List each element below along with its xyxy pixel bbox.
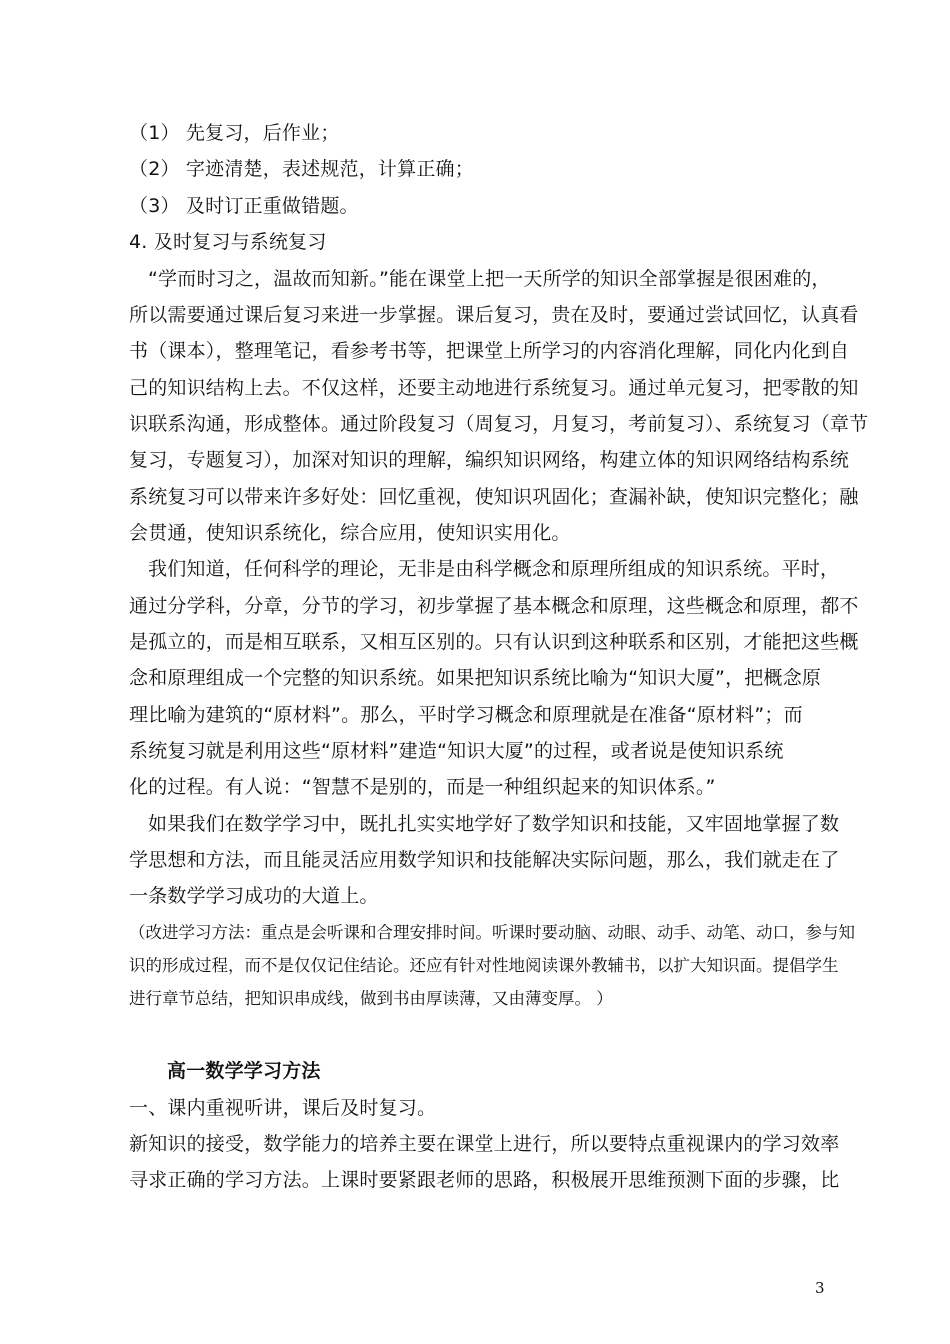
paragraph-line: 系统复习可以带来许多好处：回忆重视，使知识巩固化；查漏补缺，使知识完整化；融 [129, 486, 859, 508]
paragraph-line: 所以需要通过课后复习来进一步掌握。课后复习，贵在及时，要通过尝试回忆，认真看 [129, 304, 859, 326]
page-number: 3 [815, 1279, 825, 1297]
paragraph-line: 化的过程。有人说：“智慧不是别的，而是一种组织起来的知识体系。” [129, 776, 716, 798]
list-item: （2） 字迹清楚，表述规范，计算正确； [129, 158, 474, 180]
note-line: （改进学习方法：重点是会听课和合理安排时间。听课时要动脑、动眼、动手、动笔、动口，参与知 [129, 923, 855, 942]
paragraph-line: 一条数学学习成功的大道上。 [129, 885, 379, 907]
paragraph-line: 理比喻为建筑的“原材料”。那么，平时学习概念和原理就是在准备“原材料”；而 [129, 704, 803, 726]
paragraph-line: 新知识的接受，数学能力的培养主要在课堂上进行，所以要特点重视课内的学习效率 [129, 1133, 840, 1155]
paragraph-line: 系统复习就是利用这些“原材料”建造“知识大厦”的过程，或者说是使知识系统 [129, 740, 784, 762]
paragraph-line: 念和原理组成一个完整的知识系统。如果把知识系统比喻为“知识大厦”，把概念原 [129, 667, 822, 689]
note-line: 进行章节总结，把知识串成线，做到书由厚读薄，又由薄变厚。 ） [129, 989, 613, 1008]
paragraph-line: 我们知道，任何科学的理论，无非是由科学概念和原理所组成的知识系统。平时， [148, 558, 840, 580]
list-item: （1） 先复习，后作业； [129, 122, 340, 144]
paragraph-line: 寻求正确的学习方法。上课时要紧跟老师的思路，积极展开思维预测下面的步骤，比 [129, 1169, 840, 1191]
paragraph-line: 书（课本），整理笔记，看参考书等，把课堂上所学习的内容消化理解，同化内化到自 [129, 340, 850, 362]
note-line: 识的形成过程，而不是仅仅记住结论。还应有针对性地阅读课外教辅书，以扩大知识面。提倡学生 [129, 956, 839, 975]
paragraph-line: 是孤立的，而是相互联系，又相互区别的。只有认识到这种联系和区别，才能把这些概 [129, 631, 859, 653]
paragraph-line: 如果我们在数学学习中，既扎扎实实地学好了数学知识和技能，又牢固地掌握了数 [148, 813, 840, 835]
paragraph-line: 复习，专题复习），加深对知识的理解，编织知识网络，构建立体的知识网络结构系统 [129, 449, 850, 471]
paragraph-line: 识联系沟通，形成整体。通过阶段复习（周复习，月复习，考前复习）、系统复习（章节 [129, 413, 869, 435]
section-heading: 4. 及时复习与系统复习 [129, 231, 327, 253]
paragraph-line: 己的知识结构上去。不仅这样，还要主动地进行系统复习。通过单元复习，把零散的知 [129, 377, 859, 399]
list-item: （3） 及时订正重做错题。 [129, 195, 359, 217]
section-title: 高一数学学习方法 [167, 1060, 321, 1082]
paragraph-line: 通过分学科，分章，分节的学习，初步掌握了基本概念和原理，这些概念和原理，都不 [129, 595, 859, 617]
paragraph-line: 学思想和方法，而且能灵活应用数学知识和技能解决实际问题，那么，我们就走在了 [129, 849, 840, 871]
paragraph-line: 会贯通，使知识系统化，综合应用，使知识实用化。 [129, 522, 571, 544]
subsection-heading: 一、课内重视听讲，课后及时复习。 [129, 1097, 437, 1119]
paragraph-line: “学而时习之，温故而知新。”能在课堂上把一天所学的知识全部掌握是很困难的， [148, 268, 831, 290]
